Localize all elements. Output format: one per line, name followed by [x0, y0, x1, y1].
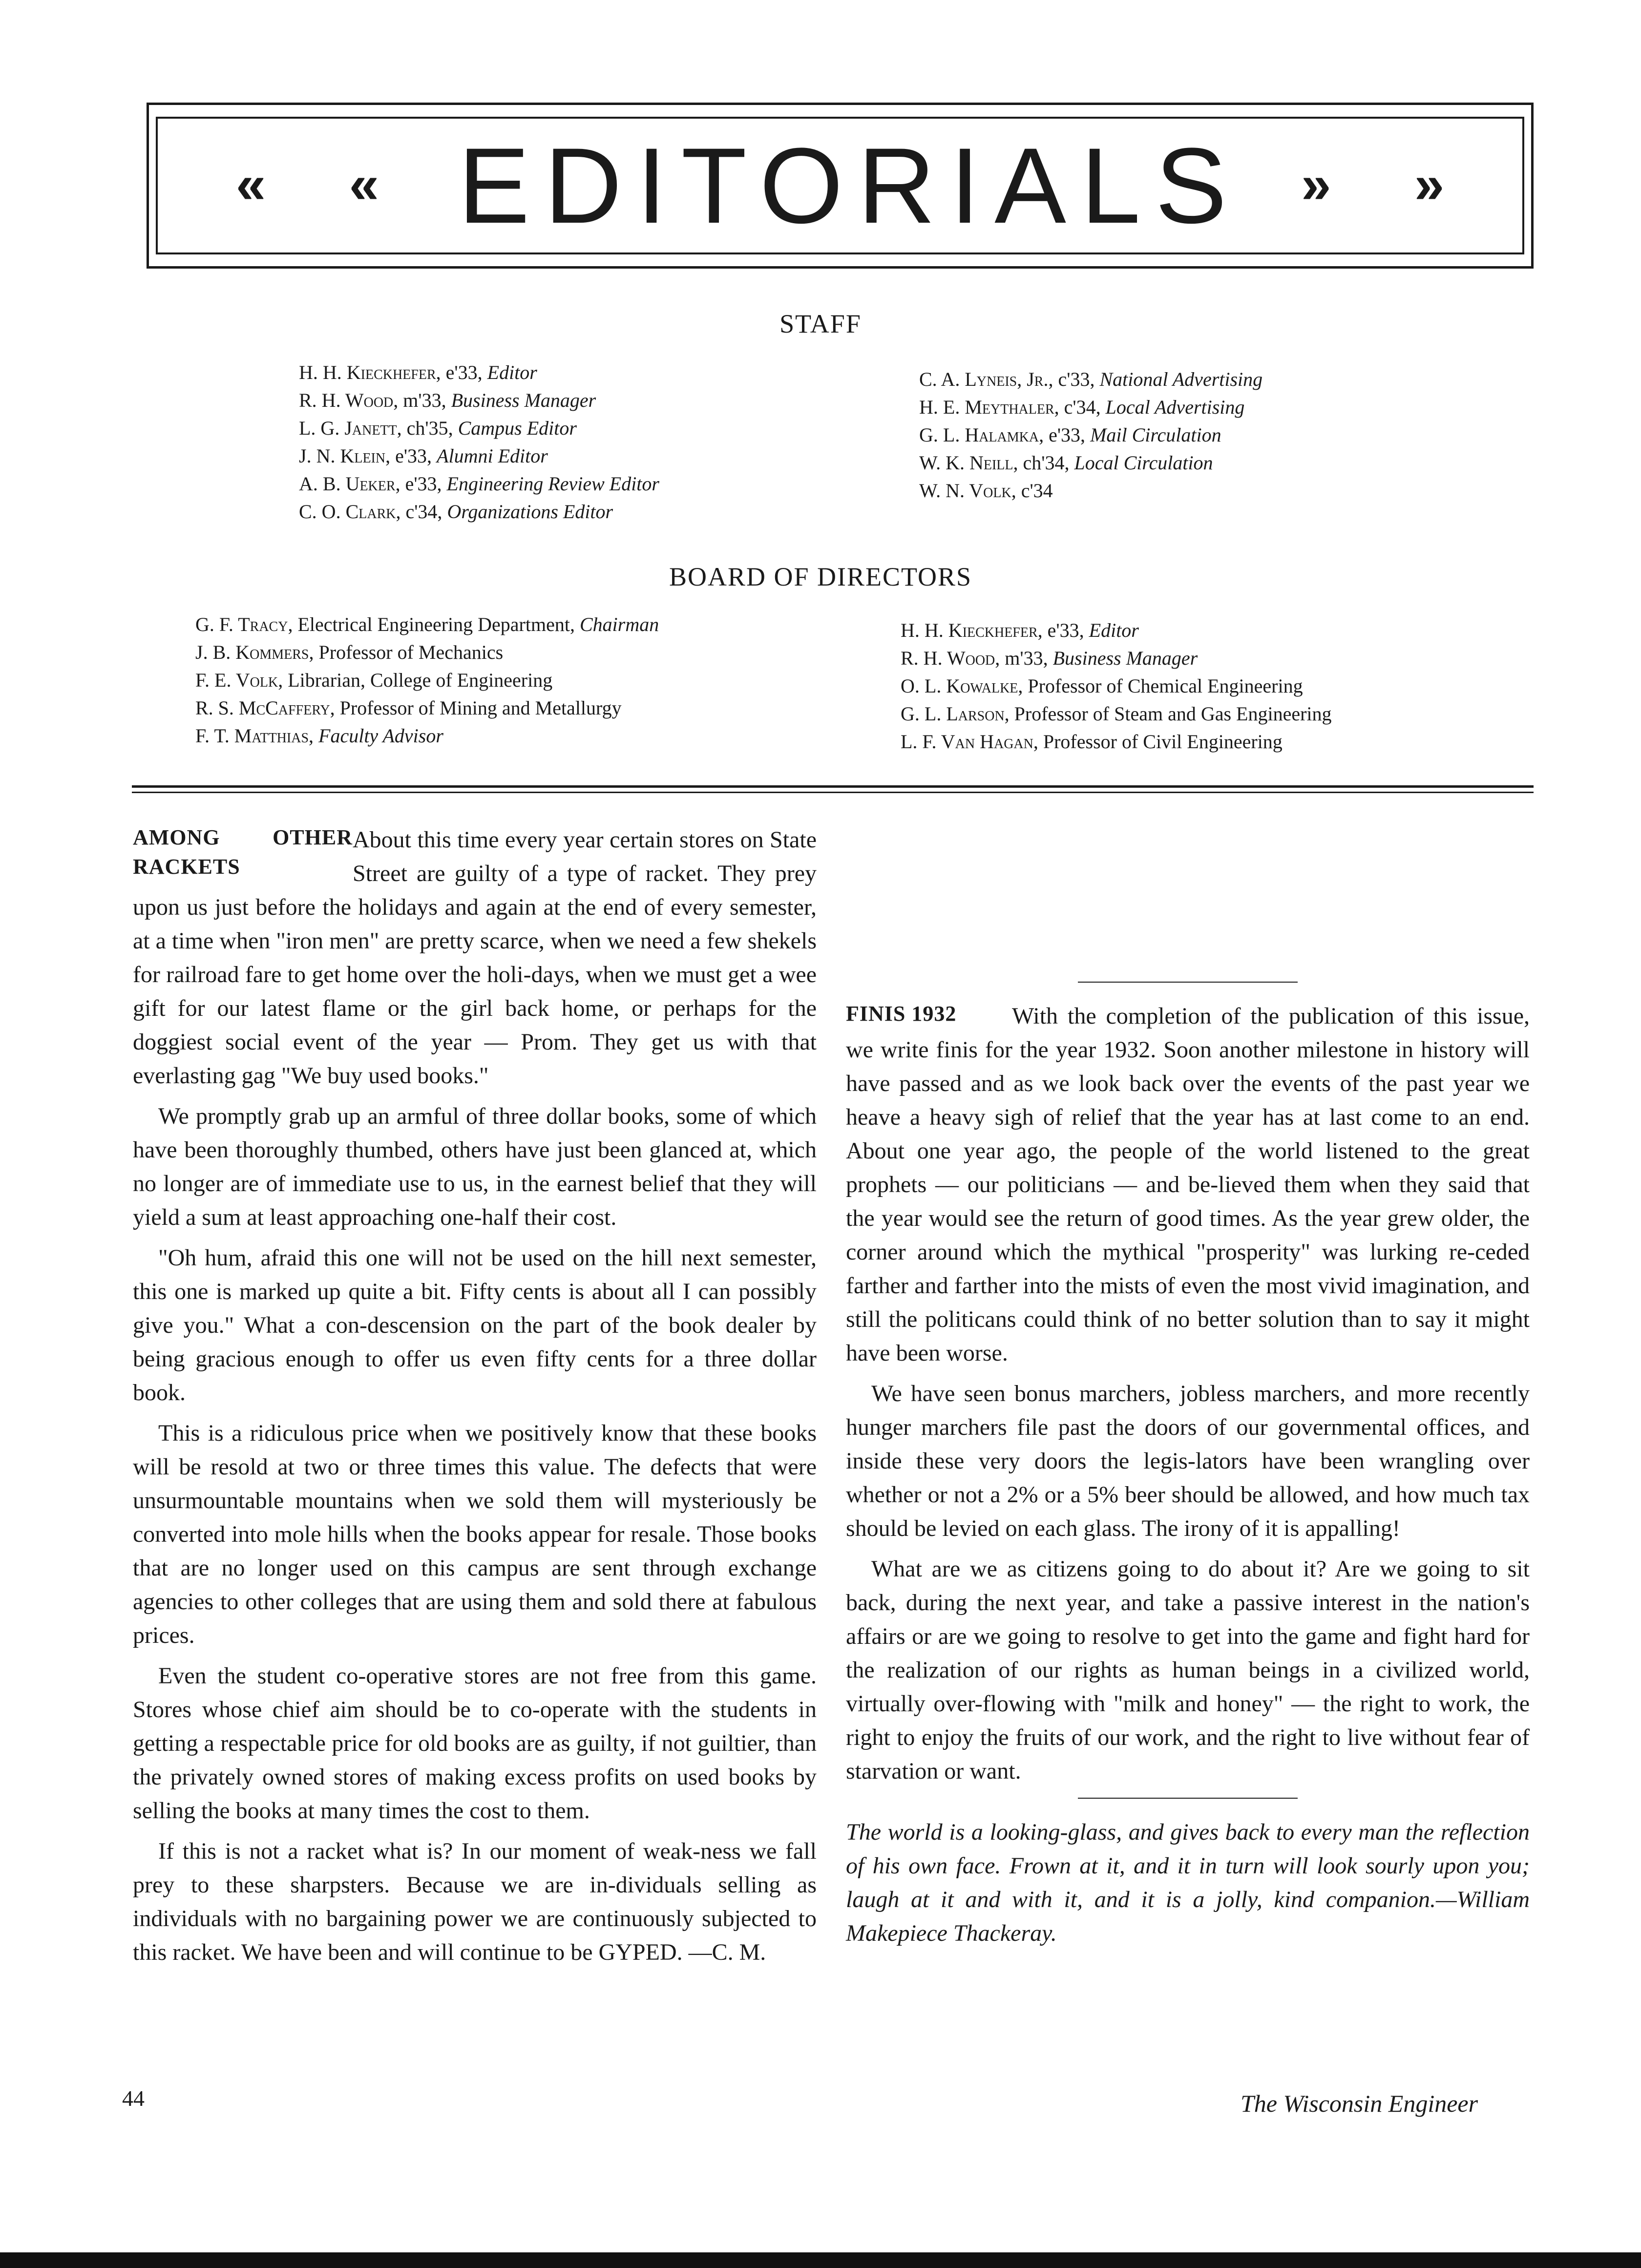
roster-entry — [901, 700, 1332, 728]
roster-detail: , Professor of Mining and Metallurgy — [330, 697, 622, 719]
roster-role: Business Manager — [1052, 647, 1198, 669]
editorial-paragraph: We have seen bonus marchers, jobless marchers, and more recently hunger marchers file past the doors of our governmental offices, and inside these very doors the legis-lators have been wrangling over whether or not a 2% or a 5% beer should be allowed, and how much tax should be levied on each glass. The irony of it is appalling! — [846, 1381, 1530, 1541]
editorial-heading-rackets: AMONG OTHER RACKETS — [133, 825, 353, 879]
roster-entry — [299, 498, 659, 525]
board-list-right — [901, 616, 1332, 756]
roster-entry — [901, 672, 1332, 700]
roster-role: Editor — [487, 361, 537, 383]
roster-name: H. H. Kieckhefer — [299, 361, 436, 383]
roster-entry — [901, 644, 1332, 672]
roster-detail: , Professor of Civil Engineering — [1033, 731, 1283, 753]
scan-edge-bar — [0, 2252, 1641, 2268]
roster-entry — [299, 386, 659, 414]
roster-entry — [195, 694, 659, 722]
roster-name: J. B. Kommers — [195, 641, 309, 663]
roster-detail: , Electrical Engineering Department, — [288, 613, 580, 635]
roster-entry — [195, 610, 659, 638]
editorial-heading-finis: FINIS 1932 — [846, 1002, 957, 1026]
roster-name: W. K. Neill — [919, 452, 1013, 474]
roster-name: J. N. Klein — [299, 445, 386, 467]
roster-detail: , — [309, 725, 319, 747]
roster-detail: , Professor of Steam and Gas Engineering — [1004, 703, 1332, 725]
roster-entry — [195, 638, 659, 666]
roster-entry — [299, 470, 659, 498]
roster-detail: , e'33, — [385, 445, 437, 467]
roster-entry — [901, 616, 1332, 644]
roster-role: Engineering Review Editor — [446, 473, 659, 495]
roster-name: R. H. Wood — [299, 389, 394, 411]
roster-name: H. H. Kieckhefer — [901, 619, 1038, 641]
roster-role: National Advertising — [1099, 368, 1263, 390]
publication-name: The Wisconsin Engineer — [1241, 2090, 1478, 2117]
section-rule — [1078, 982, 1298, 983]
roster-role: Local Circulation — [1074, 452, 1213, 474]
roster-role: Faculty Advisor — [318, 725, 443, 747]
staff-heading: STAFF — [779, 309, 862, 338]
roster-name: A. B. Ueker — [299, 473, 396, 495]
roster-name: O. L. Kowalke — [901, 675, 1018, 697]
roster-entry — [195, 666, 659, 694]
staff-list-right — [919, 365, 1262, 504]
roster-entry — [919, 365, 1262, 393]
roster-entry — [195, 722, 659, 750]
roster-detail: , c'34 — [1011, 480, 1053, 502]
editorial-paragraph: Even the student co-operative stores are not free from this game. Stores whose chief aim should be to co-operate with the students in getting a respectable price for old books are as guilty, if not guiltier, than the privately owned stores of making excess profits on used books by selling the books at many times the cost to them. — [133, 1663, 817, 1824]
roster-detail: , Librarian, College of Engineering — [278, 669, 553, 691]
closing-quote: The world is a looking-glass, and gives back to every man the reflection of his own face. Frown at it, and it in turn will look sourly upon you; laugh at it and with it, and it is a jolly, kind companion.—William Makepiece Thackeray. — [846, 1819, 1530, 1946]
roster-name: C. A. Lyneis, Jr. — [919, 368, 1049, 390]
roster-entry — [299, 414, 659, 442]
roster-role: Local Advertising — [1105, 396, 1245, 418]
editorial-paragraph: About this time every year certain stores on State Street are guilty of a type of racket. They prey upon us just before the holidays and again at the end of every semester, at a time when "iron men" are pretty scarce, when we need a few shekels for railroad fare to get home over the holi-days, when we must get a wee gift for our latest flame or the girl back home, or perhaps for the doggiest social event of the year — Prom. They get us with that everlasting gag "We buy used books." — [133, 827, 817, 1089]
roster-name: R. H. Wood — [901, 647, 995, 669]
editorial-paragraph: If this is not a racket what is? In our moment of weak-ness we fall prey to these sharpsters. Because we are in-dividuals selling as individuals with no bargaining power we are continuously subjected to this racket. We have been and will continue to be GYPED. —C. M. — [133, 1838, 817, 1965]
left-column — [133, 823, 817, 1976]
right-guillemets: » » — [1301, 154, 1478, 214]
roster-role: Mail Circulation — [1090, 424, 1221, 446]
editorial-paragraph: What are we as citizens going to do about it? Are we going to sit back, during the next year, and take a passive interest in the nation's affairs or are we going to resolve to get into the game and fight hard for the realization of our rights as human beings in a civilized world, virtually over-flowing with "milk and honey" — the right to work, the right to enjoy the fruits of our work, and the right to live without fear of starvation or want. — [846, 1556, 1530, 1784]
editorial-paragraph: "Oh hum, afraid this one will not be used on the hill next semester, this one is marked up quite a bit. Fifty cents is about all I can possibly give you." What a con-descension on the part of the book dealer by being gracious enough to offer us even fifty cents for a three dollar book. — [133, 1245, 817, 1406]
roster-detail: , m'33, — [995, 647, 1053, 669]
roster-detail: , m'33, — [393, 389, 451, 411]
roster-entry — [299, 358, 659, 386]
roster-detail: , ch'34, — [1013, 452, 1074, 474]
roster-entry — [299, 442, 659, 470]
roster-detail: , c'33, — [1048, 368, 1100, 390]
roster-role: Business Manager — [451, 389, 596, 411]
header-inner-frame — [156, 117, 1524, 254]
roster-role: Editor — [1089, 619, 1139, 641]
roster-name: G. L. Halamka — [919, 424, 1039, 446]
roster-entry — [919, 449, 1262, 477]
editorial-paragraph: We promptly grab up an armful of three dollar books, some of which have been thoroughly thumbed, others have just been glanced at, which no longer are of immediate use to us, in the earnest belief that they will yield a sum at least approaching one-half their cost. — [133, 1103, 817, 1230]
roster-detail: , c'34, — [1054, 396, 1106, 418]
roster-role: Campus Editor — [458, 417, 577, 439]
page-number: 44 — [122, 2086, 145, 2111]
roster-entry — [919, 421, 1262, 449]
left-guillemets: « « — [236, 154, 413, 214]
section-rule — [1078, 1798, 1298, 1799]
double-rule-divider — [132, 785, 1534, 793]
roster-name: G. L. Larson — [901, 703, 1005, 725]
roster-detail: , e'33, — [1039, 424, 1091, 446]
roster-detail: , e'33, — [1037, 619, 1089, 641]
roster-detail: , e'33, — [436, 361, 487, 383]
roster-detail: , c'34, — [396, 501, 447, 523]
roster-detail: , Professor of Mechanics — [309, 641, 504, 663]
editorial-paragraph: This is a ridiculous price when we positively know that these books will be resold at two or three times this value. The defects that were unsurmountable mountains when we sold them will mysteriously be converted into mole hills when the books appear for resale. Those books that are no longer used on this campus are sent through exchange agencies to other colleges that are using them and sold there at fabulous prices. — [133, 1420, 817, 1648]
roster-detail: , Professor of Chemical Engineering — [1018, 675, 1303, 697]
roster-role: Chairman — [579, 613, 659, 635]
roster-name: H. E. Meythaler — [919, 396, 1054, 418]
roster-name: G. F. Tracy — [195, 613, 288, 635]
roster-name: F. T. Matthias — [195, 725, 309, 747]
staff-list-left — [299, 358, 659, 525]
board-heading: BOARD OF DIRECTORS — [669, 562, 972, 591]
roster-detail: , e'33, — [395, 473, 447, 495]
roster-name: R. S. McCaffery — [195, 697, 330, 719]
right-column — [846, 972, 1530, 1950]
roster-name: L. F. Van Hagan — [901, 731, 1033, 753]
roster-role: Alumni Editor — [437, 445, 548, 467]
roster-name: L. G. Janett — [299, 417, 397, 439]
roster-entry — [919, 393, 1262, 421]
roster-role: Organizations Editor — [447, 501, 613, 523]
board-list-left — [195, 610, 659, 750]
roster-name: C. O. Clark — [299, 501, 396, 523]
roster-entry — [919, 477, 1262, 504]
roster-name: W. N. Volk — [919, 480, 1011, 502]
roster-name: F. E. Volk — [195, 669, 278, 691]
page-title: EDITORIALS — [458, 125, 1242, 246]
roster-detail: , ch'35, — [397, 417, 458, 439]
header-banner — [147, 103, 1534, 269]
roster-entry — [901, 728, 1332, 756]
editorial-paragraph: With the completion of the publication of this issue, we write finis for the year 1932. Soon another milestone in history will have passed and as we look back over the events of the past year we heave a heavy sigh of relief that the year has at last come to an end. About one year ago, the people of the world listened to the great prophets — our politicians — and be-lieved them when they said that the year would see the return of good times. As the year grew older, the corner around which the mythical "prosperity" was lurking re-ceded farther and farther into the mists of even the most vivid imagination, and still the politicans could think of no better solution than to say it might have been worse. — [846, 1003, 1530, 1366]
